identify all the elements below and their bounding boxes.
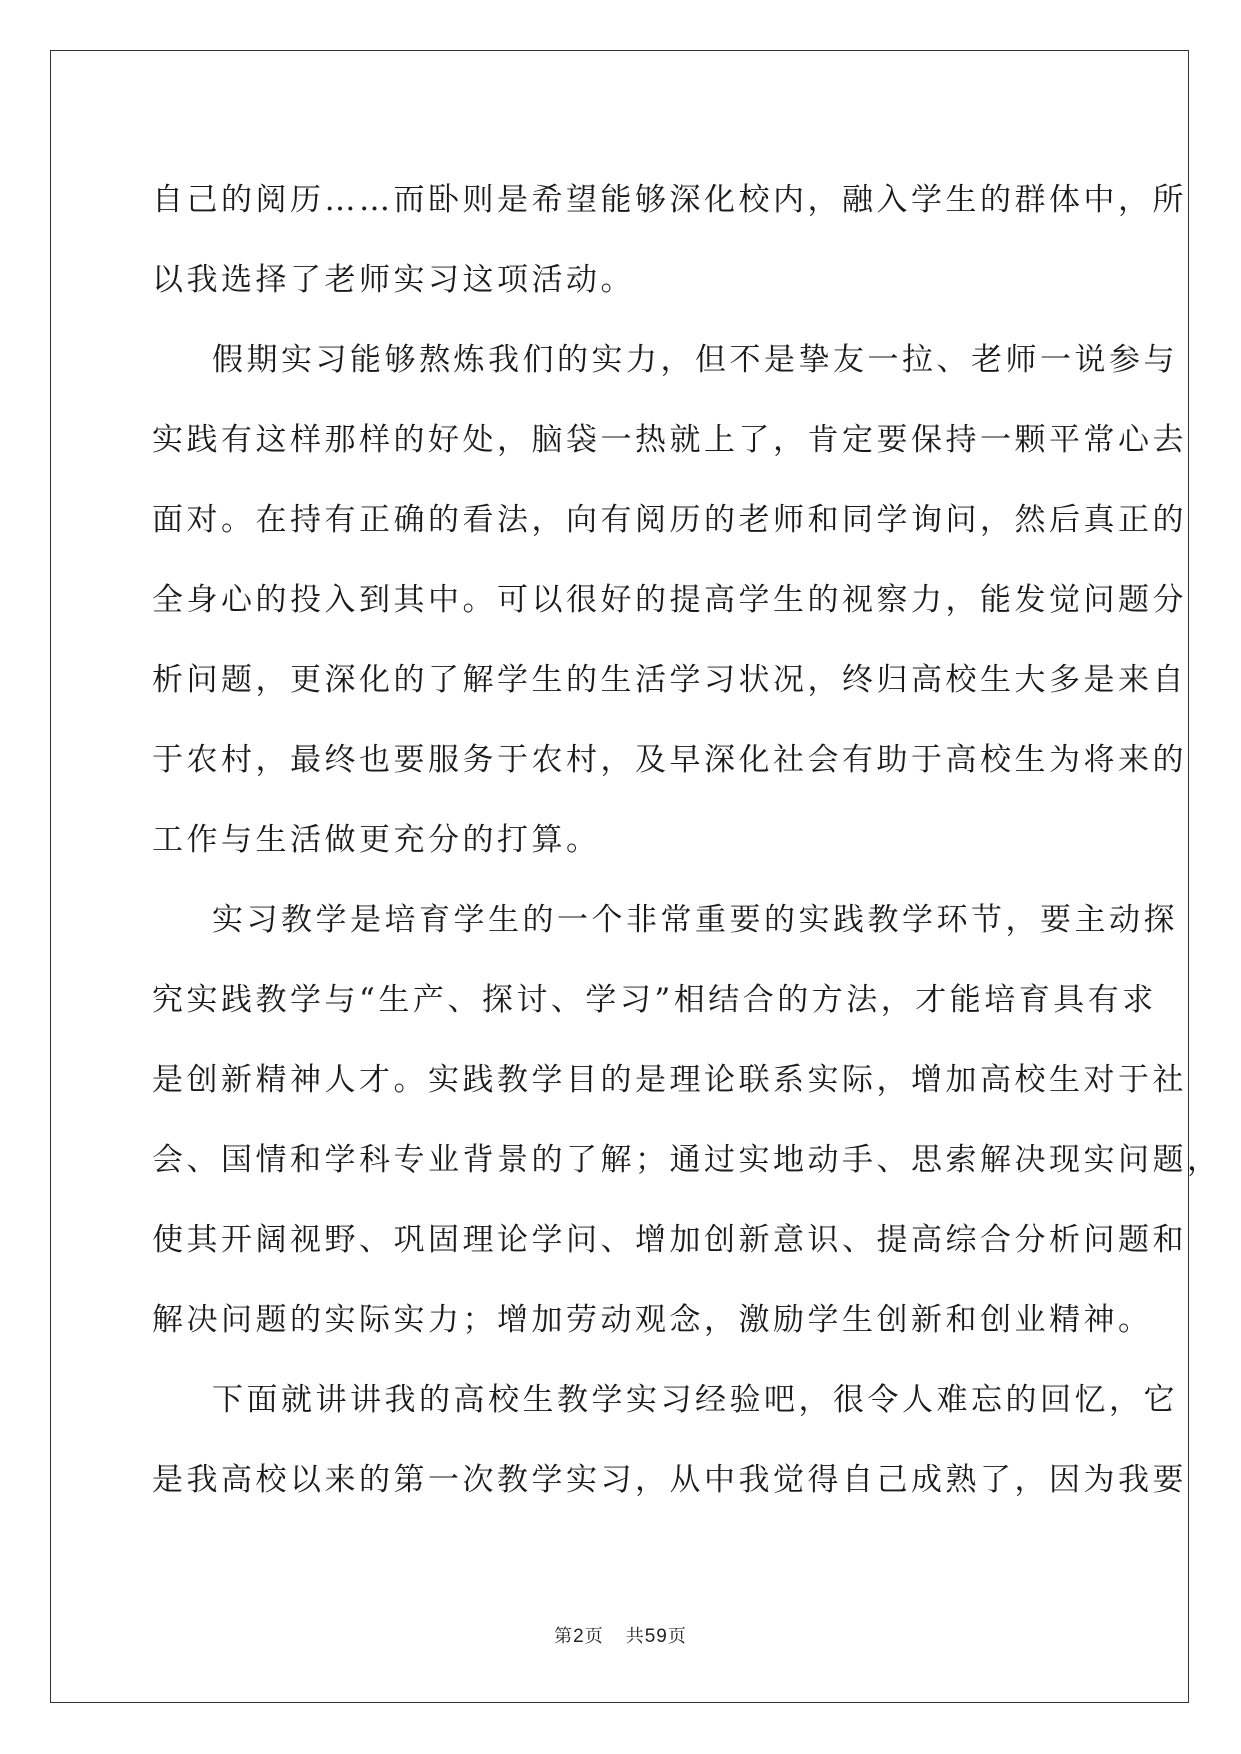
paragraph-start-line: 实习教学是培育学生的一个非常重要的实践教学环节，要主动探 bbox=[212, 902, 1178, 938]
text-line: 使其开阔视野、巩固理论学问、增加创新意识、提高综合分析问题和 bbox=[152, 1222, 1187, 1258]
paragraph-start-line: 下面就讲讲我的高校生教学实习经验吧，很令人难忘的回忆，它 bbox=[212, 1382, 1178, 1418]
text-line: 工作与生活做更充分的打算。 bbox=[152, 822, 601, 858]
text-line: 会、国情和学科专业背景的了解；通过实地动手、思索解决现实问题， bbox=[152, 1142, 1222, 1178]
text-line: 究实践教学与“生产、探讨、学习”相结合的方法，才能培育具有求 bbox=[152, 982, 1157, 1018]
total-suffix: 页 bbox=[667, 1626, 687, 1647]
page-footer bbox=[0, 1622, 1241, 1648]
text-line: 全身心的投入到其中。可以很好的提高学生的视察力，能发觉问题分 bbox=[152, 582, 1187, 618]
text-line: 面对。在持有正确的看法，向有阅历的老师和同学询问，然后真正的 bbox=[152, 502, 1187, 538]
text-line: 以我选择了老师实习这项活动。 bbox=[152, 262, 635, 298]
paragraph-start-line: 假期实习能够熬炼我们的实力，但不是挚友一拉、老师一说参与 bbox=[212, 342, 1178, 378]
document-body bbox=[152, 160, 1222, 1520]
page-prefix: 第 bbox=[554, 1626, 574, 1647]
page-number: 2 bbox=[573, 1626, 585, 1647]
total-prefix: 共 bbox=[625, 1626, 645, 1647]
text-line: 是创新精神人才。实践教学目的是理论联系实际，增加高校生对于社 bbox=[152, 1062, 1187, 1098]
text-line: 自己的阅历……而卧则是希望能够深化校内，融入学生的群体中，所 bbox=[152, 182, 1187, 218]
total-pages: 59 bbox=[644, 1626, 668, 1647]
text-line: 实践有这样那样的好处，脑袋一热就上了，肯定要保持一颗平常心去 bbox=[152, 422, 1187, 458]
text-line: 析问题，更深化的了解学生的生活学习状况，终归高校生大多是来自 bbox=[152, 662, 1187, 698]
text-line: 解决问题的实际实力；增加劳动观念，激励学生创新和创业精神。 bbox=[152, 1302, 1153, 1338]
text-line: 是我高校以来的第一次教学实习，从中我觉得自己成熟了，因为我要 bbox=[152, 1462, 1187, 1498]
text-line: 于农村，最终也要服务于农村，及早深化社会有助于高校生为将来的 bbox=[152, 742, 1187, 778]
page-suffix: 页 bbox=[584, 1626, 604, 1647]
